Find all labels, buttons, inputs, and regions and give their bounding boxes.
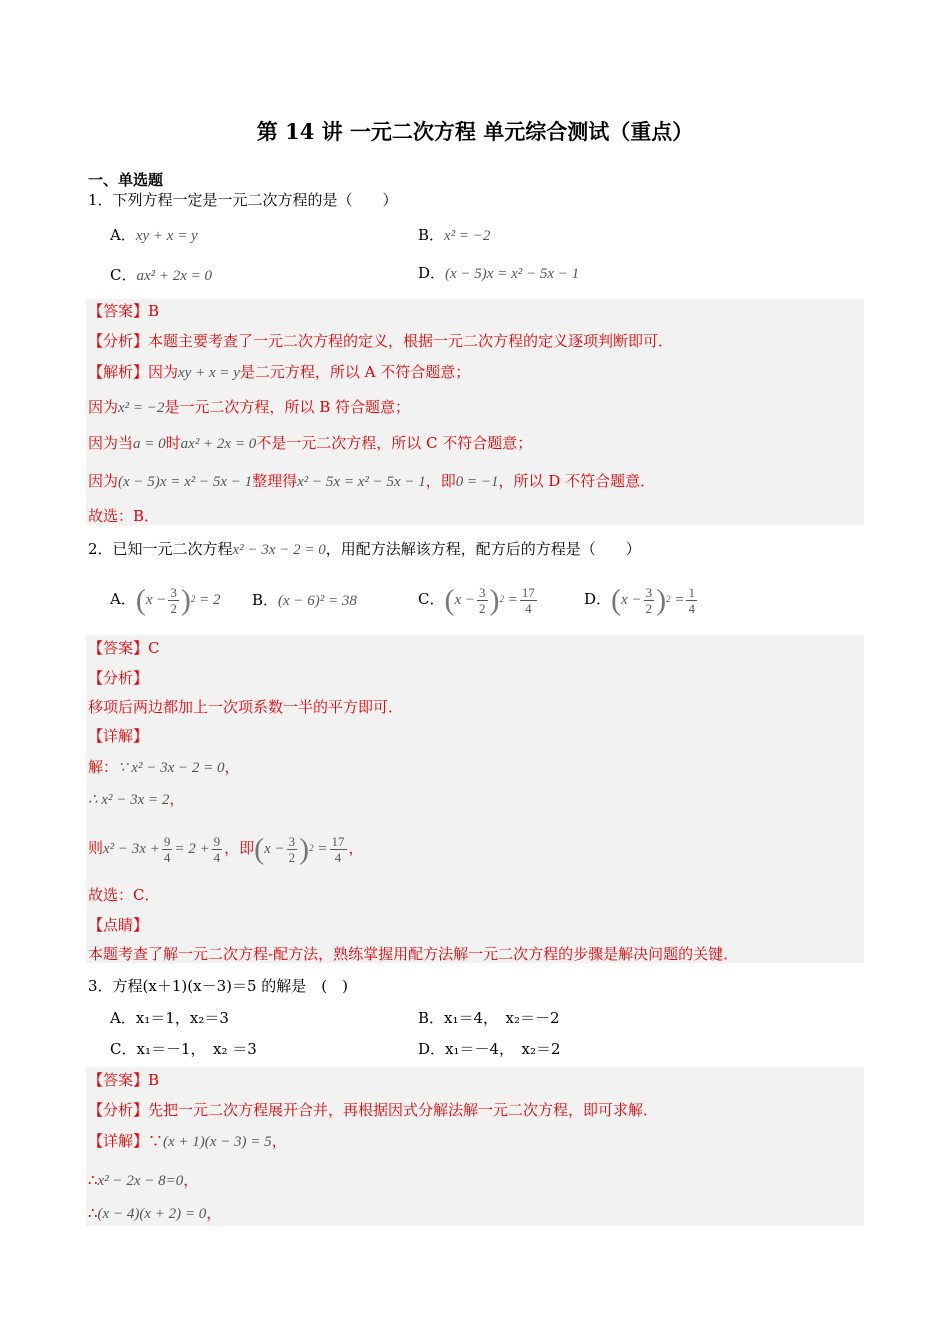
q1-explain-line (88, 397, 410, 418)
math-part: 2 (499, 594, 505, 604)
q2-option-b[interactable] (252, 590, 357, 611)
text-segment: A． (110, 1009, 136, 1027)
q3-option-a[interactable] (110, 1008, 229, 1028)
q2-step (88, 789, 184, 810)
text-segment: 整理得 (252, 472, 298, 490)
text-segment: D． (418, 1040, 446, 1058)
fraction (212, 834, 223, 865)
q3-step (88, 1170, 198, 1191)
text-segment: 因为 (88, 472, 119, 490)
text-segment: 17 (521, 585, 535, 601)
q1-option-d[interactable] (418, 263, 579, 284)
q1-stem: 1．下列方程一定是一元二次方程的是（ ） (88, 191, 398, 209)
q3-stem: 3．方程(x＋1)(x－3)＝5 的解是 ( ) (88, 977, 348, 995)
text-segment: D． (584, 590, 612, 608)
page-title: 第 14 讲 一元二次方程 单元综合测试（重点） (256, 119, 694, 144)
text-segment: x² − 3x + (103, 841, 160, 857)
math-part (135, 583, 221, 617)
option-math: (x − 5)x = x² − 5x − 1 (445, 266, 580, 282)
text-segment: 1 (688, 585, 695, 601)
text-segment: = (507, 592, 518, 608)
text-segment: x² = −2 (118, 400, 165, 416)
q1-explain-line (88, 433, 532, 454)
text-segment: 2．已知一元二次方程 (88, 540, 233, 558)
option-label: D． (418, 264, 446, 282)
parenthesis: ( (254, 832, 265, 866)
text-segment: 17 (331, 834, 345, 850)
text-segment: x − (621, 592, 642, 608)
text-segment: ∵ x² − 3x − 2 = 0 (118, 760, 225, 776)
text-segment: 【解析】因为 (88, 363, 179, 381)
text-segment: 因为当 (88, 434, 134, 452)
text-segment: = 2 (199, 592, 221, 608)
text-segment: C． (110, 1040, 137, 1058)
text-segment: = 2 + (174, 841, 210, 857)
option-label: B． (418, 226, 445, 244)
q2-tip-label: 【点睛】 (88, 916, 149, 934)
q2-step (88, 830, 364, 868)
text-segment: x − (264, 841, 285, 857)
text-segment: 2 (479, 601, 486, 617)
text-segment: x² − 2x − 8=0 (97, 1173, 184, 1189)
option-label: A． (110, 226, 136, 244)
text-segment: x² − 5x = x² − 5x − 1 (297, 474, 426, 490)
text-segment: 则 (88, 839, 104, 857)
q2-conclusion: 故选：C． (88, 886, 160, 904)
fraction (330, 834, 347, 865)
q2-analysis-label: 【分析】 (88, 669, 149, 687)
q1-explain-line (88, 362, 470, 383)
q1-option-b[interactable] (418, 225, 490, 246)
text-segment: 0 = −1 (455, 474, 499, 490)
q3-analysis: 【分析】先把一元二次方程展开合并，再根据因式分解法解一元二次方程，即可求解． (88, 1101, 659, 1119)
q3-step (88, 1203, 221, 1224)
q1-option-c[interactable] (110, 265, 212, 286)
text-segment: ∴ (88, 1171, 98, 1189)
parenthesis: ) (180, 583, 191, 617)
math-part (611, 583, 699, 617)
fraction (162, 834, 173, 865)
text-segment: 9 (163, 834, 171, 850)
text-segment: = (674, 592, 685, 608)
text-segment: = (317, 841, 328, 857)
text-segment: ， (348, 839, 364, 857)
section-heading: 一、单选题 (88, 171, 164, 189)
option-math: xy + x = y (135, 228, 198, 244)
text-segment: (x + 1)(x − 3) = 5 (163, 1134, 272, 1150)
q1-answer: 【答案】B (88, 302, 160, 320)
text-segment: 解： (88, 758, 119, 776)
q1-option-a[interactable] (110, 225, 198, 246)
parenthesis: ) (299, 832, 310, 866)
math-part (254, 832, 348, 866)
text-segment: C． (418, 590, 445, 608)
text-segment: ∴ (88, 1204, 98, 1222)
q2-option-d[interactable] (584, 583, 699, 617)
text-segment: 3 (645, 585, 653, 601)
fraction (477, 585, 488, 616)
text-segment: 不是一元二次方程，所以 C 不符合题意； (256, 434, 533, 452)
text-segment: 2 (288, 850, 296, 866)
parenthesis: ( (611, 583, 622, 617)
text-segment: B． (252, 591, 279, 609)
q2-option-a[interactable] (110, 583, 221, 617)
q2-option-c[interactable] (418, 583, 539, 617)
text-segment: ，用配方法解该方程，配方后的方程是（ ） (325, 540, 641, 558)
parenthesis: ( (444, 583, 455, 617)
q2-answer: 【答案】C (88, 639, 160, 657)
math-part: 2 (666, 594, 671, 604)
text-segment: x₁＝1，x₂＝3 (135, 1009, 229, 1027)
text-segment: 时 (165, 434, 181, 452)
q1-explain-line (88, 471, 655, 492)
text-segment: 2 (170, 601, 177, 617)
text-segment: (x − 4)(x + 2) = 0 (97, 1206, 207, 1222)
text-segment: x₁＝－4， x₂＝2 (445, 1040, 561, 1058)
parenthesis: ) (656, 583, 667, 617)
text-segment: 4 (163, 850, 171, 866)
text-segment: xy + x = y (178, 365, 240, 381)
text-segment: ， (224, 758, 240, 776)
text-segment: 是一元二次方程，所以 B 符合题意； (164, 398, 410, 416)
fraction (644, 585, 655, 616)
q1-analysis: 【分析】本题主要考查了一元二次方程的定义，根据一元二次方程的定义逐项判断即可． (88, 332, 674, 350)
q2-analysis: 移项后两边都加上一次项系数一半的平方即可． (88, 698, 404, 716)
text-segment: ∴ x² − 3x = 2 (88, 792, 170, 808)
text-segment: A． (110, 590, 136, 608)
text-segment: B． (418, 1009, 445, 1027)
fraction (520, 585, 537, 616)
text-segment: ， (169, 790, 185, 808)
text-segment: 4 (688, 601, 695, 617)
text-segment: 3 (479, 585, 486, 601)
text-segment: ， (183, 1171, 199, 1189)
q3-option-d[interactable] (418, 1039, 561, 1059)
q2-detail-label: 【详解】 (88, 727, 149, 745)
text-segment: 9 (213, 834, 221, 850)
text-segment: 【详解】∵ (88, 1132, 164, 1150)
text-segment: 4 (213, 850, 221, 866)
text-segment: ，即 (224, 839, 255, 857)
q3-option-c[interactable] (110, 1039, 257, 1059)
math-part (444, 583, 538, 617)
option-label: C． (110, 266, 137, 284)
text-segment: x − (454, 592, 476, 608)
text-segment: ，即 (425, 472, 456, 490)
text-segment: (x − 5)x = x² − 5x − 1 (118, 474, 253, 490)
text-segment: x₁＝－1， x₂ ＝3 (136, 1040, 257, 1058)
q2-solution-box (86, 635, 864, 963)
text-segment: ，所以 D 不符合题意． (498, 472, 656, 490)
text-segment: x₁＝4， x₂＝－2 (444, 1009, 560, 1027)
text-segment: x − (145, 592, 167, 608)
text-segment: 4 (334, 850, 342, 866)
math-part (103, 834, 224, 866)
text-segment: 因为 (88, 398, 119, 416)
math-part: 2 (190, 594, 196, 604)
math-part: 2 (309, 843, 314, 853)
text-segment: (x − 6)² = 38 (278, 593, 357, 609)
text-segment: ， (271, 1132, 287, 1150)
text-segment: 4 (525, 601, 532, 617)
parenthesis: ) (489, 583, 500, 617)
q1-conclusion: 故选：B． (88, 507, 160, 525)
q3-option-b[interactable] (418, 1008, 560, 1028)
text-segment: 是二元方程，所以 A 不符合题意； (239, 363, 471, 381)
q2-step (88, 757, 240, 778)
q2-stem (88, 539, 641, 560)
fraction (168, 585, 179, 616)
text-segment: x² − 3x − 2 = 0 (232, 542, 326, 558)
text-segment: 2 (645, 601, 653, 617)
fraction (686, 585, 697, 616)
parenthesis: ( (135, 583, 146, 617)
text-segment: ， (206, 1204, 222, 1222)
q3-answer: 【答案】B (88, 1071, 160, 1089)
text-segment: 3 (170, 585, 177, 601)
option-math: ax² + 2x = 0 (136, 268, 213, 284)
fraction (287, 834, 298, 865)
q2-tip: 本题考查了解一元二次方程-配方法，熟练掌握用配方法解一元二次方程的步骤是解决问题的关键． (88, 945, 739, 963)
text-segment: a = 0 (133, 436, 166, 452)
option-math: x² = −2 (444, 228, 491, 244)
text-segment: ax² + 2x = 0 (180, 436, 257, 452)
q3-step (88, 1131, 287, 1152)
text-segment: 3 (288, 834, 296, 850)
